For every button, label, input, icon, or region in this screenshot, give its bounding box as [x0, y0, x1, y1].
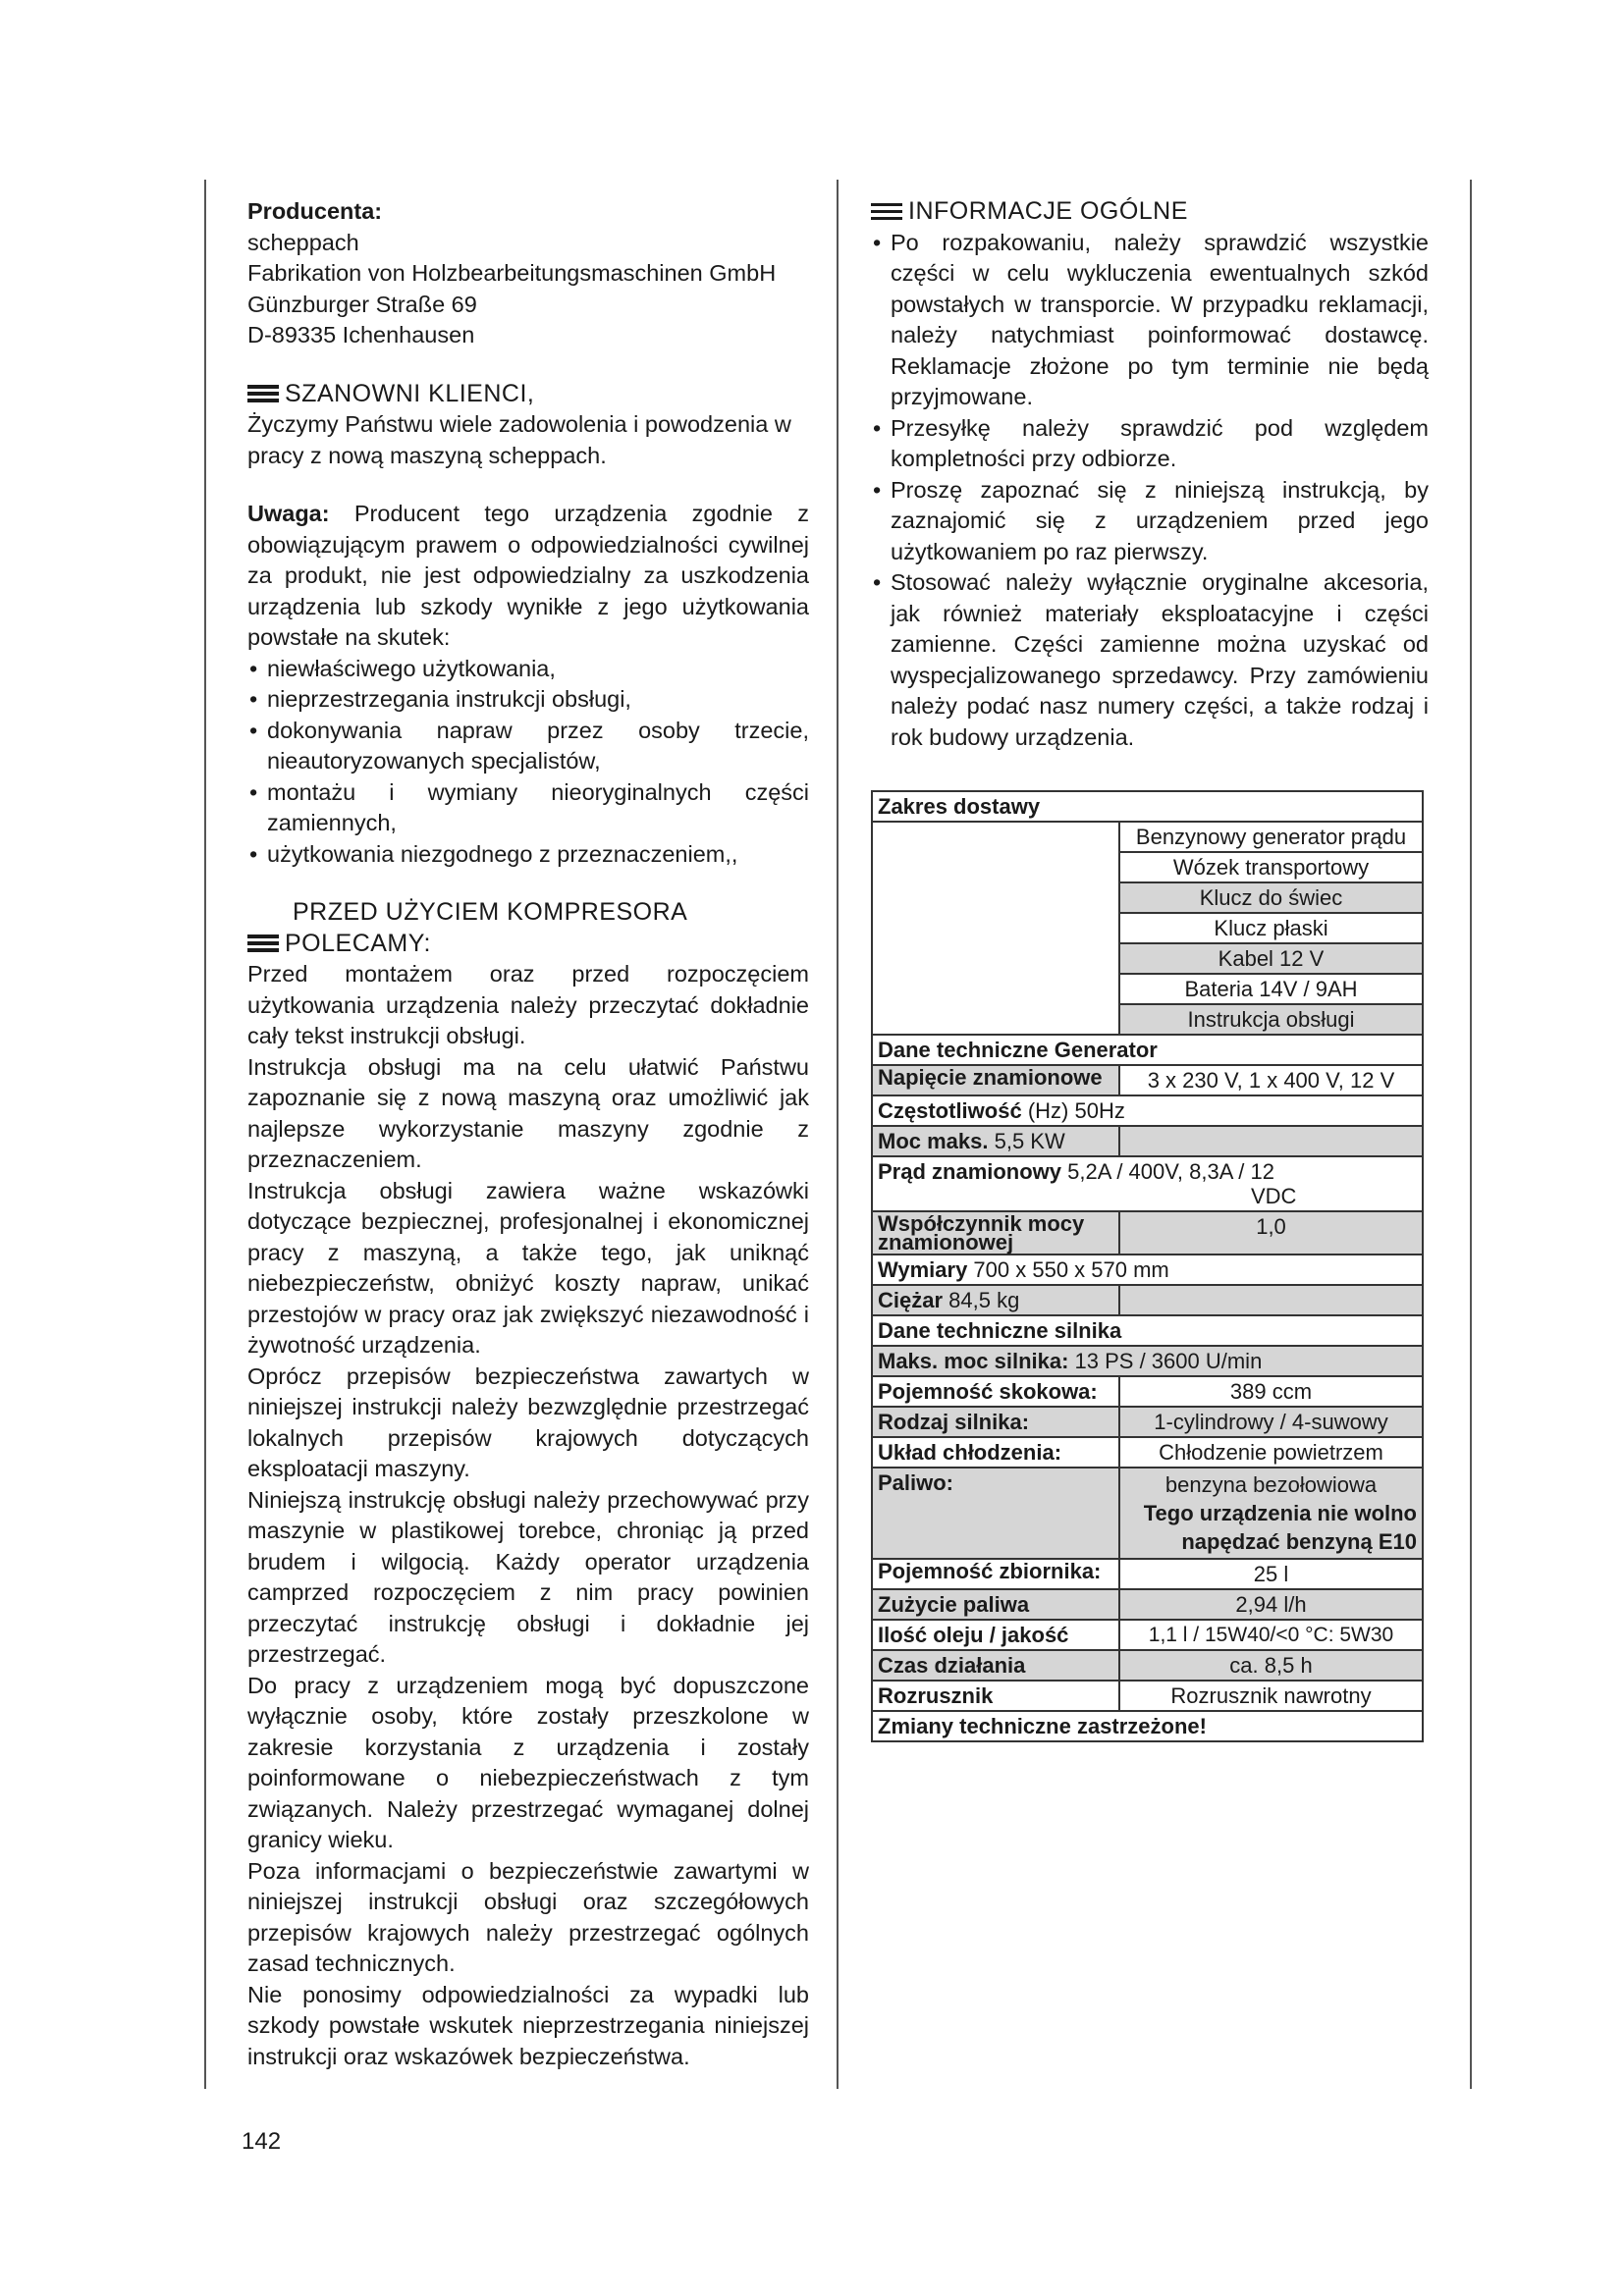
dear-customers-heading-text: SZANOWNI KLIENCI, [285, 379, 535, 407]
dimensions-cell [872, 1255, 1423, 1285]
frequency-cell [872, 1095, 1423, 1126]
delivery-item: Klucz do świec [1119, 882, 1423, 913]
table-row [872, 791, 1423, 822]
table-row [872, 1620, 1423, 1650]
producer-line: D-89335 Ichenhausen [247, 322, 475, 347]
rated-voltage-label: Napięcie znamionowe [872, 1065, 1119, 1095]
rated-current-value-line2: VDC [1251, 1184, 1297, 1208]
max-power-value: 5,5 KW [988, 1129, 1065, 1153]
consumption-label: Zużycie paliwa [872, 1589, 1119, 1620]
rated-voltage-value: 3 x 230 V, 1 x 400 V, 12 V [1119, 1065, 1423, 1095]
list-item: • Proszę zapoznać się z niniejszą instrukcją, by zaznajomić się z urządzeniem przed jego użytkowaniem po raz pierwszy. [871, 475, 1429, 568]
delivery-item: Wózek transportowy [1119, 852, 1423, 882]
weight-label: Ciężar [878, 1288, 944, 1312]
delivery-header: Zakres dostawy [872, 791, 1423, 822]
producer-line: scheppach [247, 229, 359, 255]
engine-power-value: 13 PS / 3600 U/min [1068, 1349, 1263, 1373]
engine-type-label: Rodzaj silnika: [872, 1407, 1119, 1437]
section-menu-icon [871, 201, 902, 223]
before-use-heading-line1: PRZED UŻYCIEM KOMPRESORA [293, 898, 688, 926]
weight-empty [1119, 1285, 1423, 1315]
table-row [872, 1559, 1423, 1589]
paragraph: Do pracy z urządzeniem mogą być dopuszczone wyłącznie osoby, które zostały przeszkolone w zakresie korzystania z urządzenia i zostały poinformowane o niebezpieczeństwach z tym związanych. Należy przestrzegać wymaganej dolnej granicy wieku. [247, 1672, 809, 1852]
weight-value: 84,5 kg [943, 1288, 1020, 1312]
attention-paragraph [247, 499, 809, 654]
center-column-rule [837, 180, 839, 2089]
dear-customers-text: Życzymy Państwu wiele zadowolenia i powodzenia w pracy z nową maszyną scheppach. [247, 411, 791, 468]
table-row [872, 1468, 1423, 1559]
fuel-warning: Tego urządzenia nie wolno napędzać benzyną E10 [1143, 1501, 1417, 1554]
table-row [872, 1285, 1423, 1315]
engine-power-cell [872, 1346, 1423, 1376]
delivery-item: Instrukcja obsługi [1119, 1004, 1423, 1035]
table-row [872, 1589, 1423, 1620]
table-row [872, 822, 1423, 852]
producer-line: Fabrikation von Holzbearbeitungsmaschinen GmbH [247, 260, 777, 286]
runtime-label: Czas działania [872, 1650, 1119, 1681]
power-factor-label: Współczynnik mocy znamionowej [872, 1211, 1119, 1255]
displacement-label: Pojemność skokowa: [872, 1376, 1119, 1407]
paragraph: Nie ponosimy odpowiedzialności za wypadki lub szkody powstałe wskutek nieprzestrzegania niniejszej instrukcji oraz wskazówek bezpieczeństwa. [247, 1981, 809, 2069]
causes-list [247, 654, 809, 871]
oil-label: Ilość oleju / jakość [872, 1620, 1119, 1650]
table-row [872, 1255, 1423, 1285]
power-factor-value: 1,0 [1119, 1211, 1423, 1255]
list-item: • nieprzestrzegania instrukcji obsługi, [247, 684, 809, 716]
frequency-label: Częstotliwość [878, 1098, 1022, 1123]
tank-value: 25 l [1119, 1559, 1423, 1589]
general-info-heading-text: INFORMACJE OGÓLNE [908, 197, 1188, 225]
list-item: • niewłaściwego użytkowania, [247, 654, 809, 685]
spec-table [871, 790, 1424, 1742]
starter-label: Rozrusznik [872, 1681, 1119, 1711]
table-row [872, 1437, 1423, 1468]
engine-header: Dane techniczne silnika [872, 1315, 1423, 1346]
table-row [872, 1065, 1423, 1095]
paragraph: Poza informacjami o bezpieczeństwie zawartymi w niniejszej instrukcji obsługi oraz szczegółowych przepisów krajowych należy przestrzegać ogólnych zasad technicznych. [247, 1857, 809, 1976]
delivery-empty-cell [872, 822, 1119, 1035]
rated-current-label: Prąd znamionowy [878, 1159, 1062, 1184]
before-use-heading [247, 897, 809, 959]
frequency-value: (Hz) 50Hz [1021, 1098, 1125, 1123]
table-row [872, 1650, 1423, 1681]
paragraph: Instrukcja obsługi ma na celu ułatwić Państwu zapoznanie się z nową maszyną oraz umożliwić jak najlepsze wykorzystanie maszyny zgodnie z przeznaczeniem. [247, 1053, 809, 1172]
table-row [872, 1711, 1423, 1741]
list-item: • Stosować należy wyłącznie oryginalne akcesoria, jak również materiały eksploatacyjne i części zamienne. Części zamienne można uzyskać od wyspecjalizowanego sprzedawcy. Przy zamówieniu należy podać nasz numery części, a także rodzaj i rok budowy urządzenia. [871, 567, 1429, 753]
table-footer: Zmiany techniczne zastrzeżone! [872, 1711, 1423, 1741]
cooling-value: Chłodzenie powietrzem [1119, 1437, 1423, 1468]
table-row [872, 1407, 1423, 1437]
table-row [872, 1346, 1423, 1376]
cooling-label: Układ chłodzenia: [872, 1437, 1119, 1468]
dear-customers-heading [247, 379, 809, 410]
rated-current-value-line1: 5,2A / 400V, 8,3A / 12 [1061, 1159, 1274, 1184]
table-row [872, 1376, 1423, 1407]
delivery-item: Kabel 12 V [1119, 943, 1423, 974]
max-power-empty [1119, 1126, 1423, 1156]
table-row [872, 1681, 1423, 1711]
producer-line: Günzburger Straße 69 [247, 291, 477, 317]
weight-cell [872, 1285, 1119, 1315]
consumption-value: 2,94 l/h [1119, 1589, 1423, 1620]
right-column [871, 196, 1429, 753]
attention-text: Producent tego urządzenia zgodnie z obowiązującym prawem o odpowiedzialności cywilnej za produkt, nie jest odpowiedzialny za uszkodzenia urządzenia lub szkody wynikłe z jego użytkowania powstałe na skutek: [247, 501, 809, 650]
section-menu-icon [247, 933, 279, 954]
table-row [872, 1095, 1423, 1126]
producer-label: Producenta: [247, 198, 383, 224]
oil-value: 1,1 l / 15W40/<0 °C: 5W30 [1119, 1620, 1423, 1650]
list-item: • montażu i wymiany nieoryginalnych części zamiennych, [247, 777, 809, 839]
paragraph: Przed montażem oraz przed rozpoczęciem użytkowania urządzenia należy przeczytać dokładnie cały tekst instrukcji obsługi. [247, 961, 809, 1048]
before-use-heading-line2-row [247, 929, 809, 960]
right-margin-rule [1470, 180, 1472, 2089]
engine-type-value: 1-cylindrowy / 4-suwowy [1119, 1407, 1423, 1437]
runtime-value: ca. 8,5 h [1119, 1650, 1423, 1681]
page-number: 142 [242, 2128, 282, 2155]
fuel-value: benzyna bezołowiowa [1164, 1472, 1378, 1497]
starter-value: Rozrusznik nawrotny [1119, 1681, 1423, 1711]
list-item: • dokonywania napraw przez osoby trzecie, nieautoryzowanych specjalistów, [247, 716, 809, 777]
generator-header: Dane techniczne Generator [872, 1035, 1423, 1065]
before-use-heading-line2: POLECAMY: [285, 929, 431, 957]
general-info-heading [871, 196, 1429, 228]
general-info-list [871, 228, 1429, 754]
fuel-cell [1119, 1468, 1423, 1559]
engine-power-label: Maks. moc silnika: [878, 1349, 1069, 1373]
dimensions-value: 700 x 550 x 570 mm [967, 1257, 1169, 1282]
table-row [872, 1315, 1423, 1346]
list-item: • Przesyłkę należy sprawdzić pod względem kompletności przy odbiorze. [871, 413, 1429, 475]
table-row [872, 1156, 1423, 1211]
delivery-item: Benzynowy generator prądu [1119, 822, 1423, 852]
paragraph: Niniejszą instrukcję obsługi należy przechowywać przy maszynie w plastikowej torebce, chroniąc ją przed brudem i wilgocią. Każdy operator urządzenia camprzed rozpoczęciem z nim pracy powinien przeczytać instrukcję obsługi i dokładnie jej przestrzegać. [247, 1486, 809, 1667]
table-row [872, 1126, 1423, 1156]
list-item: • użytkowania niezgodnego z przeznaczeniem,, [247, 839, 809, 871]
paragraph: Oprócz przepisów bezpieczeństwa zawartych w niniejszej instrukcji należy bezwzględnie przestrzegać lokalnych przepisów krajowych dotyczących eksploatacji maszyny. [247, 1362, 809, 1481]
delivery-item: Klucz płaski [1119, 913, 1423, 943]
section-menu-icon [247, 383, 279, 404]
rated-current-cell [872, 1156, 1423, 1211]
list-item: • Po rozpakowaniu, należy sprawdzić wszystkie części w celu wykluczenia ewentualnych szkód powstałych w transporcie. W przypadku reklamacji, należy natychmiast poinformować dostawcę. Reklamacje złożone po tym terminie nie będą przyjmowane. [871, 228, 1429, 413]
tank-label: Pojemność zbiornika: [872, 1559, 1119, 1589]
left-column [247, 196, 809, 2072]
displacement-value: 389 ccm [1119, 1376, 1423, 1407]
max-power-label: Moc maks. [878, 1129, 989, 1153]
left-margin-rule [204, 180, 206, 2089]
table-row [872, 1211, 1423, 1255]
delivery-item: Bateria 14V / 9AH [1119, 974, 1423, 1004]
dimensions-label: Wymiary [878, 1257, 968, 1282]
table-row [872, 1035, 1423, 1065]
attention-label: Uwaga: [247, 501, 330, 526]
paragraph: Instrukcja obsługi zawiera ważne wskazówki dotyczące bezpiecznej, profesjonalnej i ekonomicznej pracy z maszyną, a także tego, jak uniknąć niebezpieczeństw, obniżyć koszty napraw, unikać przestojów w pracy oraz jak zwiększyć niezawodność i żywotność urządzenia. [247, 1177, 809, 1358]
fuel-label: Paliwo: [872, 1468, 1119, 1559]
max-power-cell [872, 1126, 1119, 1156]
